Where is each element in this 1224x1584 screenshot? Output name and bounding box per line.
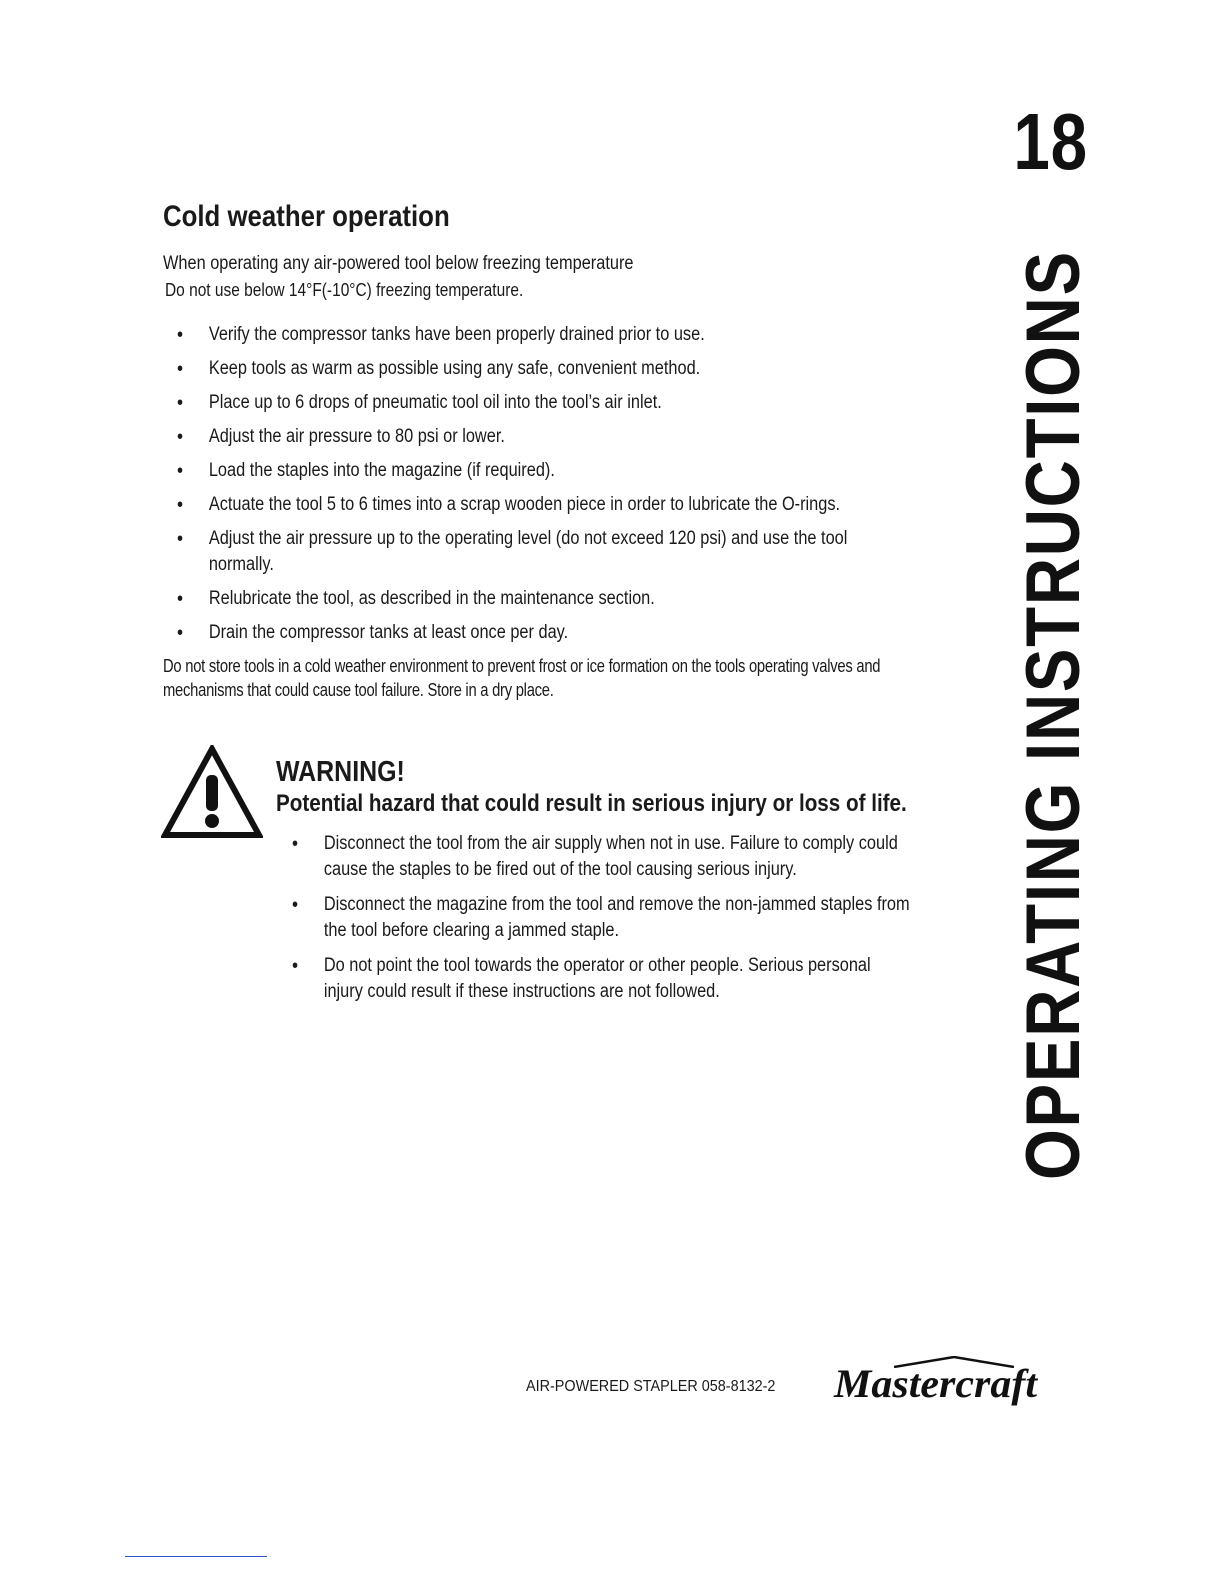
brand-logo-text: Mastercraft: [834, 1361, 1037, 1406]
list-item: • Adjust the air pressure to 80 psi or lower.: [177, 424, 908, 450]
cold-weather-section: [163, 200, 943, 702]
storage-note: Do not store tools in a cold weather environment to prevent frost or ice formation on the tools operating valves and mechanisms that could cause tool failure. Store in a dry place.: [163, 656, 881, 700]
warning-list: [292, 831, 976, 1005]
footer-product-label: AIR-POWERED STAPLER 058-8132-2: [526, 1378, 776, 1395]
warning-triangle-icon: [161, 745, 263, 841]
list-item: • Keep tools as warm as possible using any safe, convenient method.: [177, 356, 908, 382]
footnote-divider: [125, 1556, 267, 1557]
list-item: • Relubricate the tool, as described in the maintenance section.: [177, 586, 908, 612]
list-item: • Disconnect the tool from the air supply when not in use. Failure to comply could cause the staples to be fired out of the tool causing serious injury.: [292, 831, 911, 883]
list-item: • Disconnect the magazine from the tool and remove the non-jammed staples from the tool before clearing a jammed staple.: [292, 892, 911, 944]
warning-text: [276, 755, 976, 1014]
page-number: 18: [1013, 97, 1088, 186]
intro-line-1: When operating any air-powered tool below freezing temperature: [163, 253, 634, 274]
section-title: Cold weather operation: [163, 200, 450, 233]
list-item: • Drain the compressor tanks at least once per day.: [177, 620, 908, 646]
side-section-title: [1011, 99, 1096, 1180]
warning-title: WARNING!: [276, 756, 405, 788]
list-item: • Adjust the air pressure up to the operating level (do not exceed 120 psi) and use the tool normally.: [177, 526, 908, 578]
list-item: • Actuate the tool 5 to 6 times into a scrap wooden piece in order to lubricate the O-rings.: [177, 492, 908, 518]
steps-list: [177, 322, 943, 646]
intro-line-2: Do not use below 14°F(-10°C) freezing temperature.: [165, 280, 524, 300]
list-item: • Place up to 6 drops of pneumatic tool oil into the tool’s air inlet.: [177, 390, 908, 416]
side-section-title-text: OPERATING INSTRUCTIONS: [1011, 250, 1096, 1180]
warning-subtitle: Potential hazard that could result in serious injury or loss of life.: [276, 790, 907, 817]
list-item: • Load the staples into the magazine (if required).: [177, 458, 908, 484]
list-item: • Verify the compressor tanks have been properly drained prior to use.: [177, 322, 908, 348]
brand-logo: [834, 1356, 1076, 1404]
list-item: • Do not point the tool towards the operator or other people. Serious personal injury could result if these instructions are not followed.: [292, 953, 911, 1005]
